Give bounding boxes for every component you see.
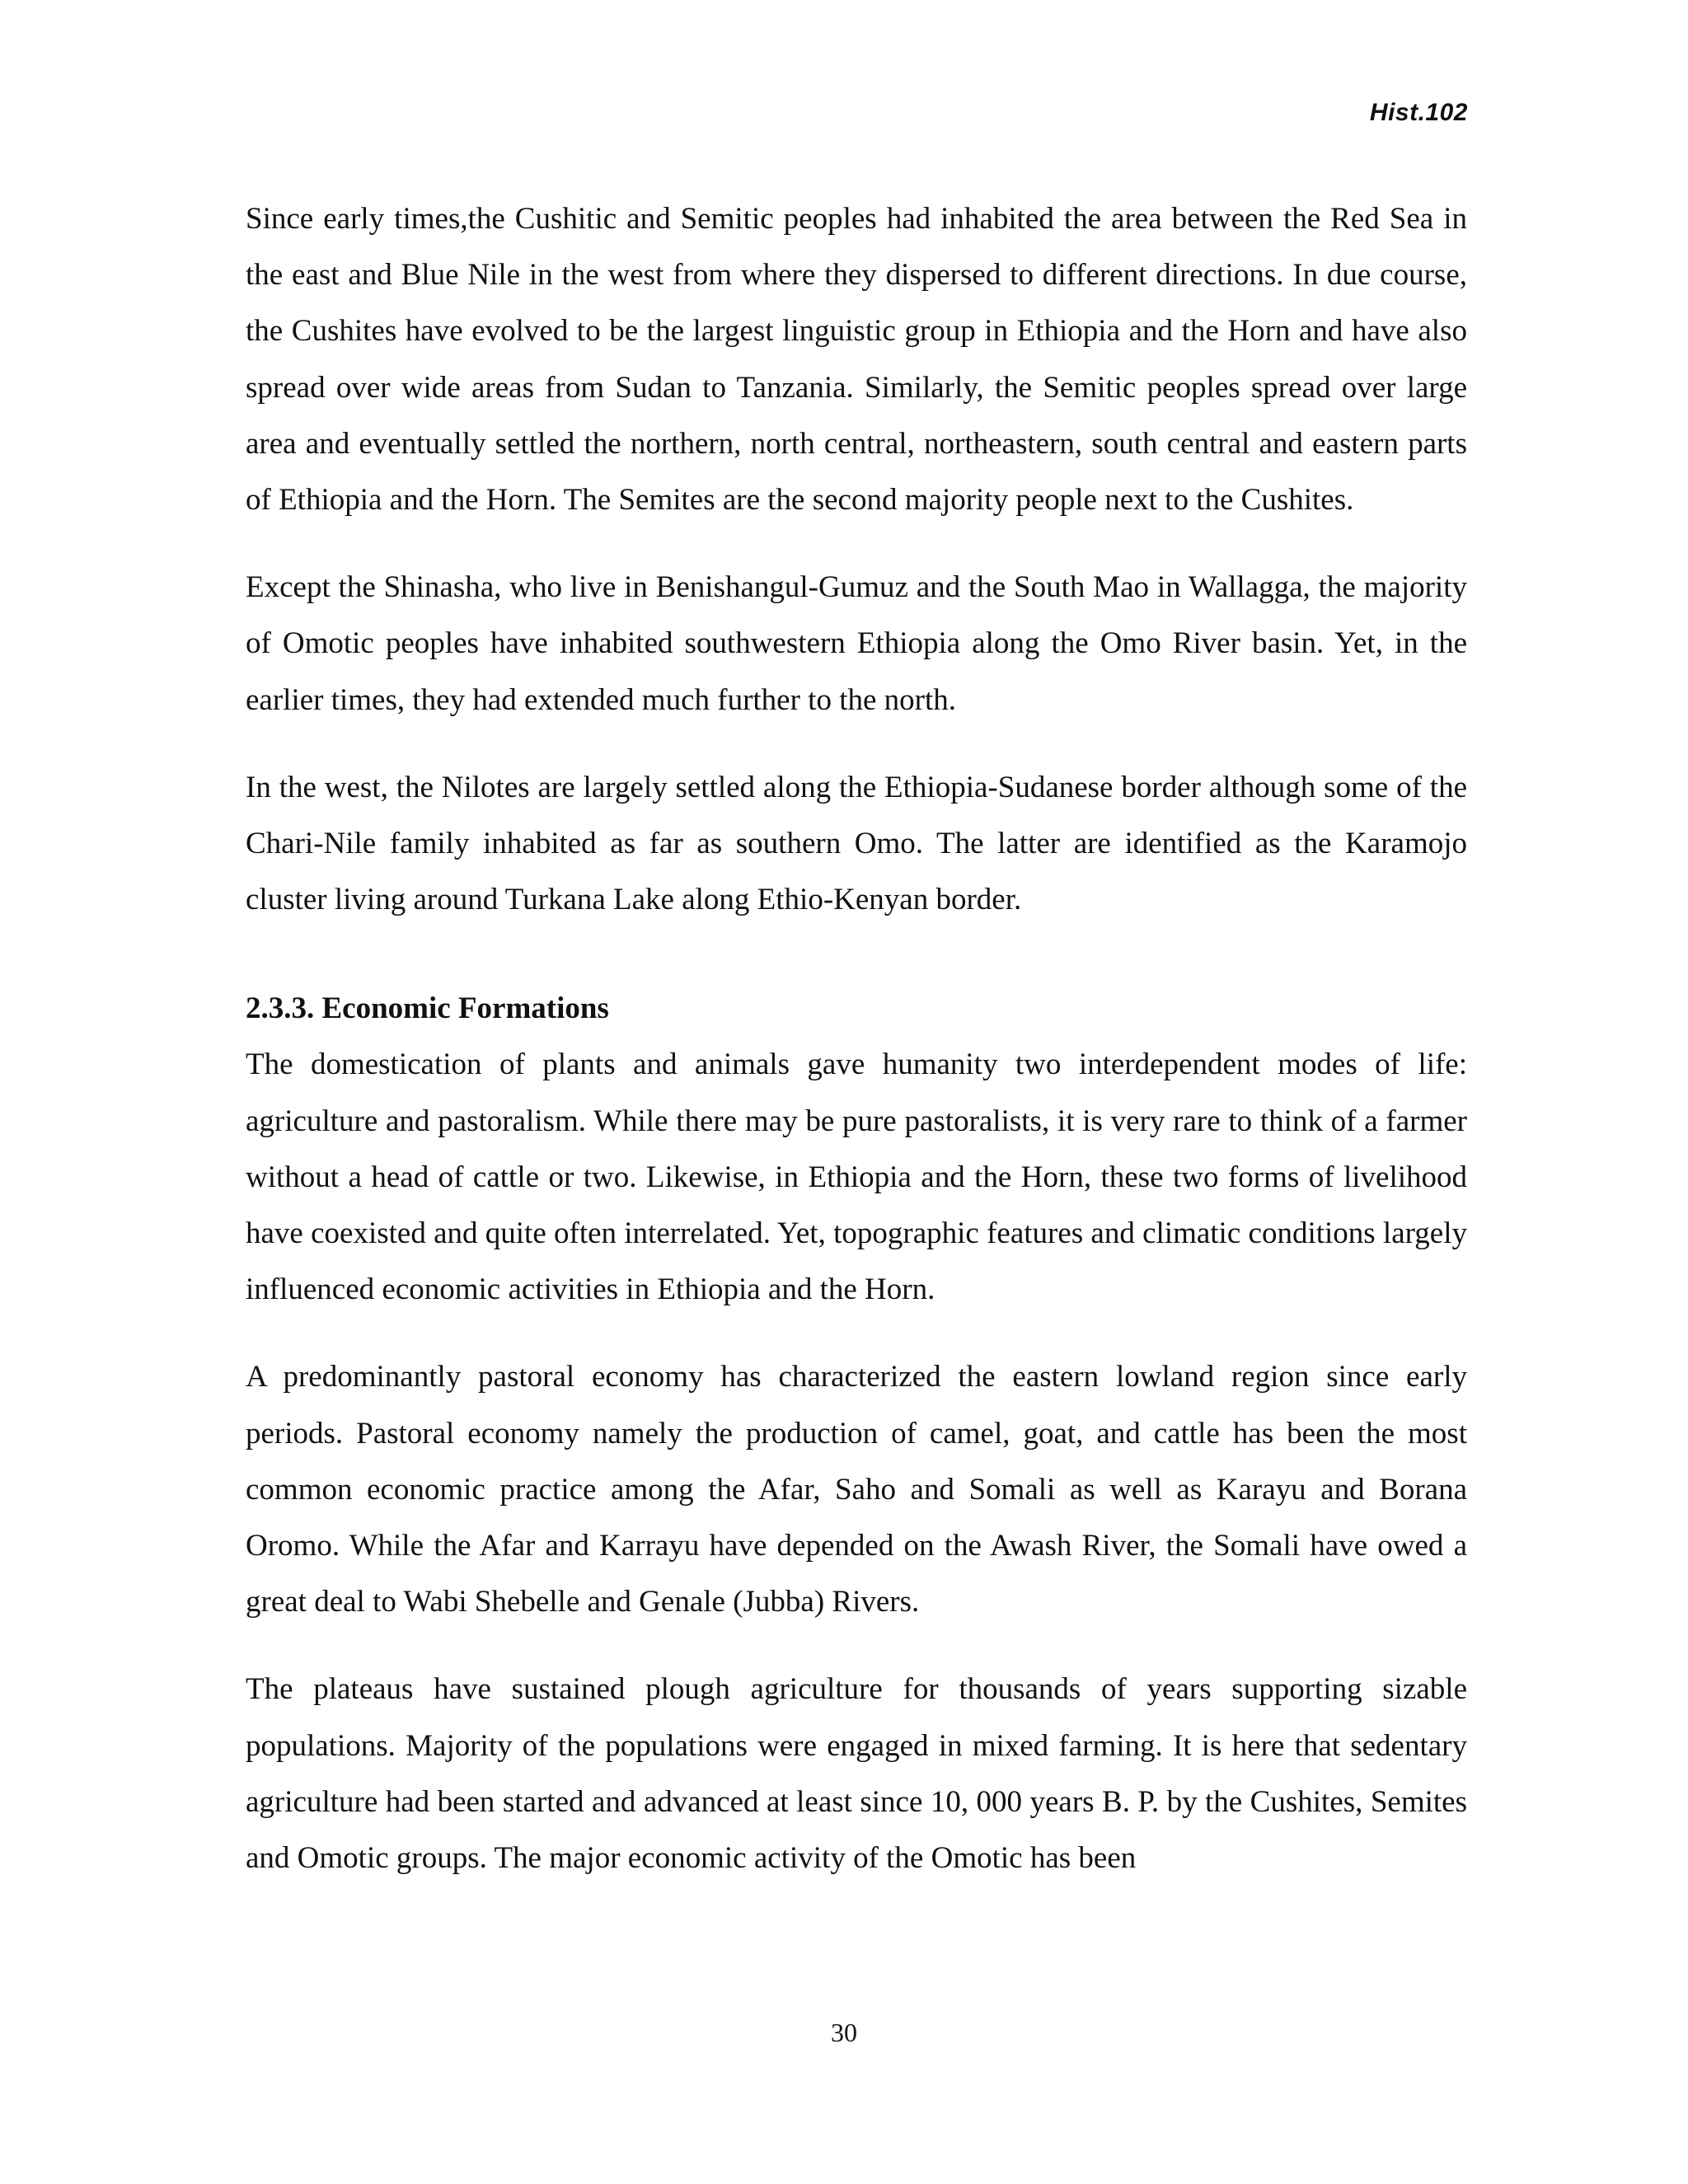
- paragraph-nilotes: In the west, the Nilotes are largely settled along the Ethiopia-Sudanese border although some of the Chari-Nile family inhabited as far as southern Omo. The latter are identified as the Karamojo cluster living around Turkana Lake along Ethio-Kenyan border.: [246, 770, 1467, 917]
- paragraph-plateau-agriculture: The plateaus have sustained plough agriculture for thousands of years supporting sizable populations. Majority of the populations were engaged in mixed farming. It is here that sedentary agriculture had been started and advanced at least since 10, 000 years B. P. by the Cushites, Semites and Omotic groups. The major economic activity of the Omotic has been: [246, 1672, 1467, 1876]
- running-header: Hist.102: [1369, 99, 1468, 126]
- paragraph-omotic-peoples: Except the Shinasha, who live in Benishangul-Gumuz and the South Mao in Wallagga, the majority of Omotic peoples have inhabited southwestern Ethiopia along the Omo River basin. Yet, in the earlier times, they had extended much further to the north.: [246, 570, 1467, 717]
- paragraph-peoples-distribution: Since early times,the Cushitic and Semitic peoples had inhabited the area between the Red Sea in the east and Blue Nile in the west from where they dispersed to different directions. In due course, the Cushites have evolved to be the largest linguistic group in Ethiopia and the Horn and have also spread over wide areas from Sudan to Tanzania. Similarly, the Semitic peoples spread over large area and eventually settled the northern, north central, northeastern, south central and eastern parts of Ethiopia and the Horn. The Semites are the second majority people next to the Cushites.: [246, 202, 1467, 518]
- paragraph-domestication: The domestication of plants and animals gave humanity two interdependent modes of life: agriculture and pastoralism. While there may be pure pastoralists, it is very rare to think of a farmer without a head of cattle or two. Likewise, in Ethiopia and the Horn, these two forms of livelihood have coexisted and quite often interrelated. Yet, topographic features and climatic conditions largely influenced economic activities in Ethiopia and the Horn.: [246, 1047, 1467, 1307]
- page-number: 30: [831, 2018, 857, 2047]
- section-heading: 2.3.3. Economic Formations: [246, 991, 609, 1026]
- paragraph-pastoral-economy: A predominantly pastoral economy has characterized the eastern lowland region since early periods. Pastoral economy namely the production of camel, goat, and cattle has been the most common economic practice among the Afar, Saho and Somali as well as Karayu and Borana Oromo. While the Afar and Karrayu have depended on the Awash River, the Somali have owed a great deal to Wabi Shebelle and Genale (Jubba) Rivers.: [246, 1360, 1467, 1619]
- page-content: [246, 191, 1467, 1886]
